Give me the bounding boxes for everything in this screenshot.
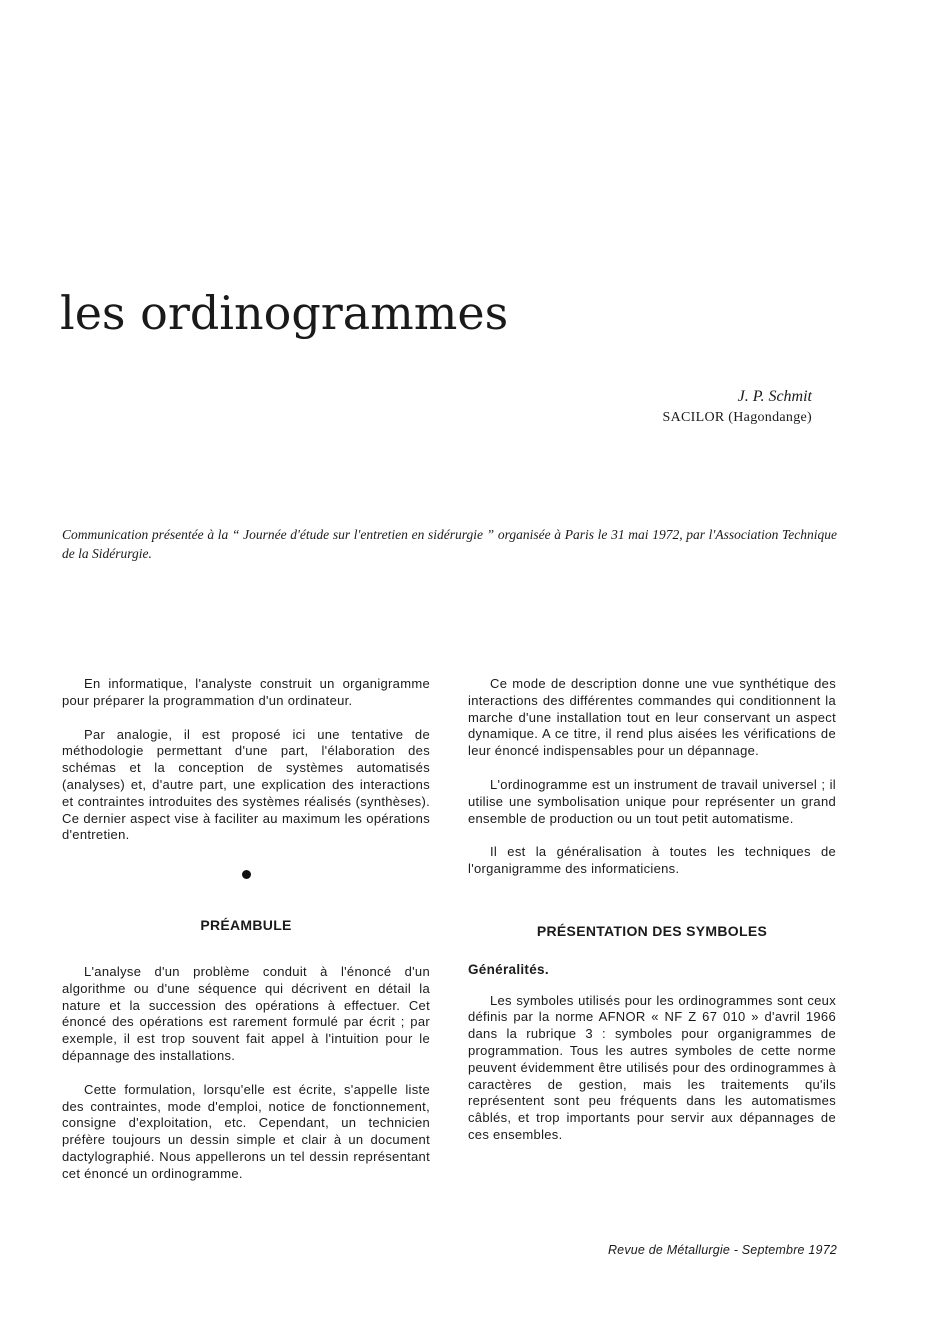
author-name: J. P. Schmit bbox=[737, 388, 812, 405]
paragraph: L'ordinogramme est un instrument de travail universel ; il utilise une symbolisation unique pour représenter un grand ensemble de production ou un tout petit automatisme. bbox=[468, 776, 836, 826]
paragraph: Ce mode de description donne une vue synthétique des interactions des différentes commandes qui conditionnent la marche d'une installation tout en leur conservant un aspect dynamique. A ce titre, il rend plus aisées les vérifications de leur énoncé indispensables pour un dépannage. bbox=[468, 676, 836, 759]
section-separator-bullet bbox=[242, 870, 251, 879]
journal-footer: Revue de Métallurgie - Septembre 1972 bbox=[607, 1243, 837, 1257]
paragraph: Par analogie, il est proposé ici une tentative de méthodologie permettant d'une part, l'élaboration des schémas et la conception de systèmes automatisés (analyses) et, d'autre part, une explication des interactions et contraintes introduites des systèmes réalisés (synthèses). Ce dernier aspect vise à faciliter au maximum les opérations d'entretien. bbox=[62, 726, 430, 843]
author-affiliation: SACILOR (Hagondange) bbox=[662, 410, 812, 425]
article-title: les ordinogrammes bbox=[60, 286, 509, 340]
paragraph: Il est la généralisation à toutes les techniques de l'organigramme des informaticiens. bbox=[468, 844, 836, 877]
subheading-generalites: Généralités. bbox=[468, 961, 549, 977]
section-heading-symboles: PRÉSENTATION DES SYMBOLES bbox=[536, 922, 768, 939]
paragraph: L'analyse d'un problème conduit à l'énoncé d'un algorithme ou d'une séquence qui décrivent en détail la nature et la succession des opérations à effectuer. Cet énoncé des opérations est rarement formulé par écrit ; par exemple, il est trop souvent fait appel à l'intuition pour le dépannage des installations. bbox=[62, 963, 430, 1063]
section-heading-preambule: PRÉAMBULE bbox=[200, 917, 292, 934]
paragraph: En informatique, l'analyste construit un organigramme pour préparer la programmation d'un ordinateur. bbox=[62, 676, 430, 708]
paragraph: Les symboles utilisés pour les ordinogrammes sont ceux définis par la norme AFNOR « NF Z 67 010 » d'avril 1966 dans la rubrique 3 : symboles pour organigrammes de programmation. Tous les autres symboles de cette norme peuvent évidemment être utilisés pour des ordinogrammes à caractères de gestion, mais les traitements qu'ils représentent sont peu fréquents dans les automatismes câblés, et trop importants pour servir aux dépannages de ces ensembles. bbox=[468, 992, 836, 1142]
presentation-note: Communication présentée à la “ Journée d'étude sur l'entretien en sidérurgie ” organisée à Paris le 31 mai 1972, par l'Association Technique de la Sidérurgie. bbox=[62, 527, 837, 561]
paragraph: Cette formulation, lorsqu'elle est écrite, s'appelle liste des contraintes, mode d'emploi, notice de fonctionnement, consigne d'exploitation, etc. Cependant, un technicien préfère toujours un dessin simple et clair à un document dactylographié. Nous appellerons un tel dessin représentant cet énoncé un ordinogramme. bbox=[62, 1081, 430, 1181]
left-column bbox=[62, 676, 430, 1200]
author-block bbox=[663, 386, 812, 428]
right-column bbox=[468, 676, 836, 1161]
